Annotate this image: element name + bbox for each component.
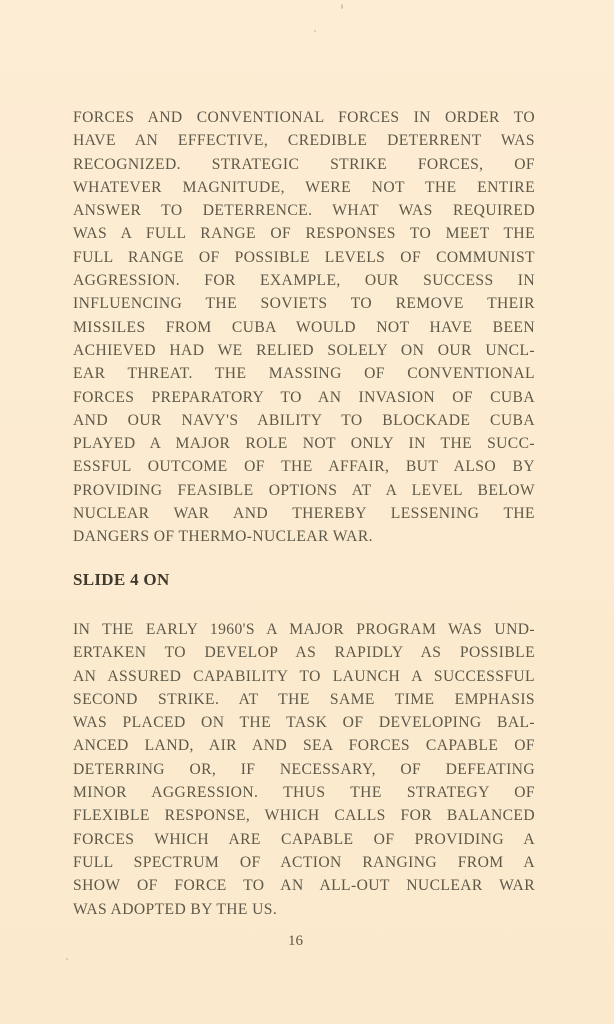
text-line: FULL SPECTRUM OF ACTION RANGING FROM A [73,853,535,871]
paper-speck [314,30,316,32]
text-line: RECOGNIZED. STRATEGIC STRIKE FORCES, OF [73,155,535,173]
text-line: DETERRING OR, IF NECESSARY, OF DEFEATING [73,760,535,778]
text-line: ESSFUL OUTCOME OF THE AFFAIR, BUT ALSO BY [73,458,535,476]
text-line: ANSWER TO DETERRENCE. WHAT WAS REQUIRED [73,202,535,220]
text-line: HAVE AN EFFECTIVE, CREDIBLE DETERRENT WAS [73,132,535,150]
text-line: FULL RANGE OF POSSIBLE LEVELS OF COMMUNIST [73,248,535,266]
text-line: ANCED LAND, AIR AND SEA FORCES CAPABLE OF [73,737,535,755]
paper-speck [341,4,343,9]
text-line: ERTAKEN TO DEVELOP AS RAPIDLY AS POSSIBLE [73,644,535,662]
text-line: EAR THREAT. THE MASSING OF CONVENTIONAL [73,365,535,383]
text-line: NUCLEAR WAR AND THEREBY LESSENING THE [73,505,535,523]
text-line: IN THE EARLY 1960'S A MAJOR PROGRAM WAS UND- [73,621,535,638]
text-line: WAS ADOPTED BY THE US. [73,900,278,918]
text-line: DANGERS OF THERMO-NUCLEAR WAR. [73,528,373,546]
paper-speck [66,958,68,960]
section-heading: SLIDE 4 ON [73,570,170,589]
text-line: WAS A FULL RANGE OF RESPONSES TO MEET THE [73,225,535,243]
page-number: 16 [288,933,303,949]
text-line: PROVIDING FEASIBLE OPTIONS AT A LEVEL BELOW [73,481,535,499]
text-line: FORCES AND CONVENTIONAL FORCES IN ORDER TO [73,109,535,126]
text-line: ACHIEVED HAD WE RELIED SOLELY ON OUR UNCL- [73,341,535,359]
text-line: FLEXIBLE RESPONSE, WHICH CALLS FOR BALANCED [73,807,535,825]
paragraph-flexible-response [73,618,535,921]
text-line: WHATEVER MAGNITUDE, WERE NOT THE ENTIRE [73,178,535,196]
text-line: SHOW OF FORCE TO AN ALL-OUT NUCLEAR WAR [73,877,535,895]
text-line: WAS PLACED ON THE TASK OF DEVELOPING BAL- [73,714,535,732]
text-line: PLAYED A MAJOR ROLE NOT ONLY IN THE SUCC- [73,435,535,453]
text-line: AN ASSURED CAPABILITY TO LAUNCH A SUCCESSFUL [73,667,535,685]
paragraph-deterrence [73,106,535,549]
text-line: MISSILES FROM CUBA WOULD NOT HAVE BEEN [73,318,535,336]
text-line: AND OUR NAVY'S ABILITY TO BLOCKADE CUBA [73,411,535,429]
text-line: FORCES PREPARATORY TO AN INVASION OF CUBA [73,388,535,406]
text-line: MINOR AGGRESSION. THUS THE STRATEGY OF [73,784,535,802]
text-line: AGGRESSION. FOR EXAMPLE, OUR SUCCESS IN [73,272,535,290]
text-line: SECOND STRIKE. AT THE SAME TIME EMPHASIS [73,690,535,708]
text-line: INFLUENCING THE SOVIETS TO REMOVE THEIR [73,295,535,313]
text-line: FORCES WHICH ARE CAPABLE OF PROVIDING A [73,830,535,848]
